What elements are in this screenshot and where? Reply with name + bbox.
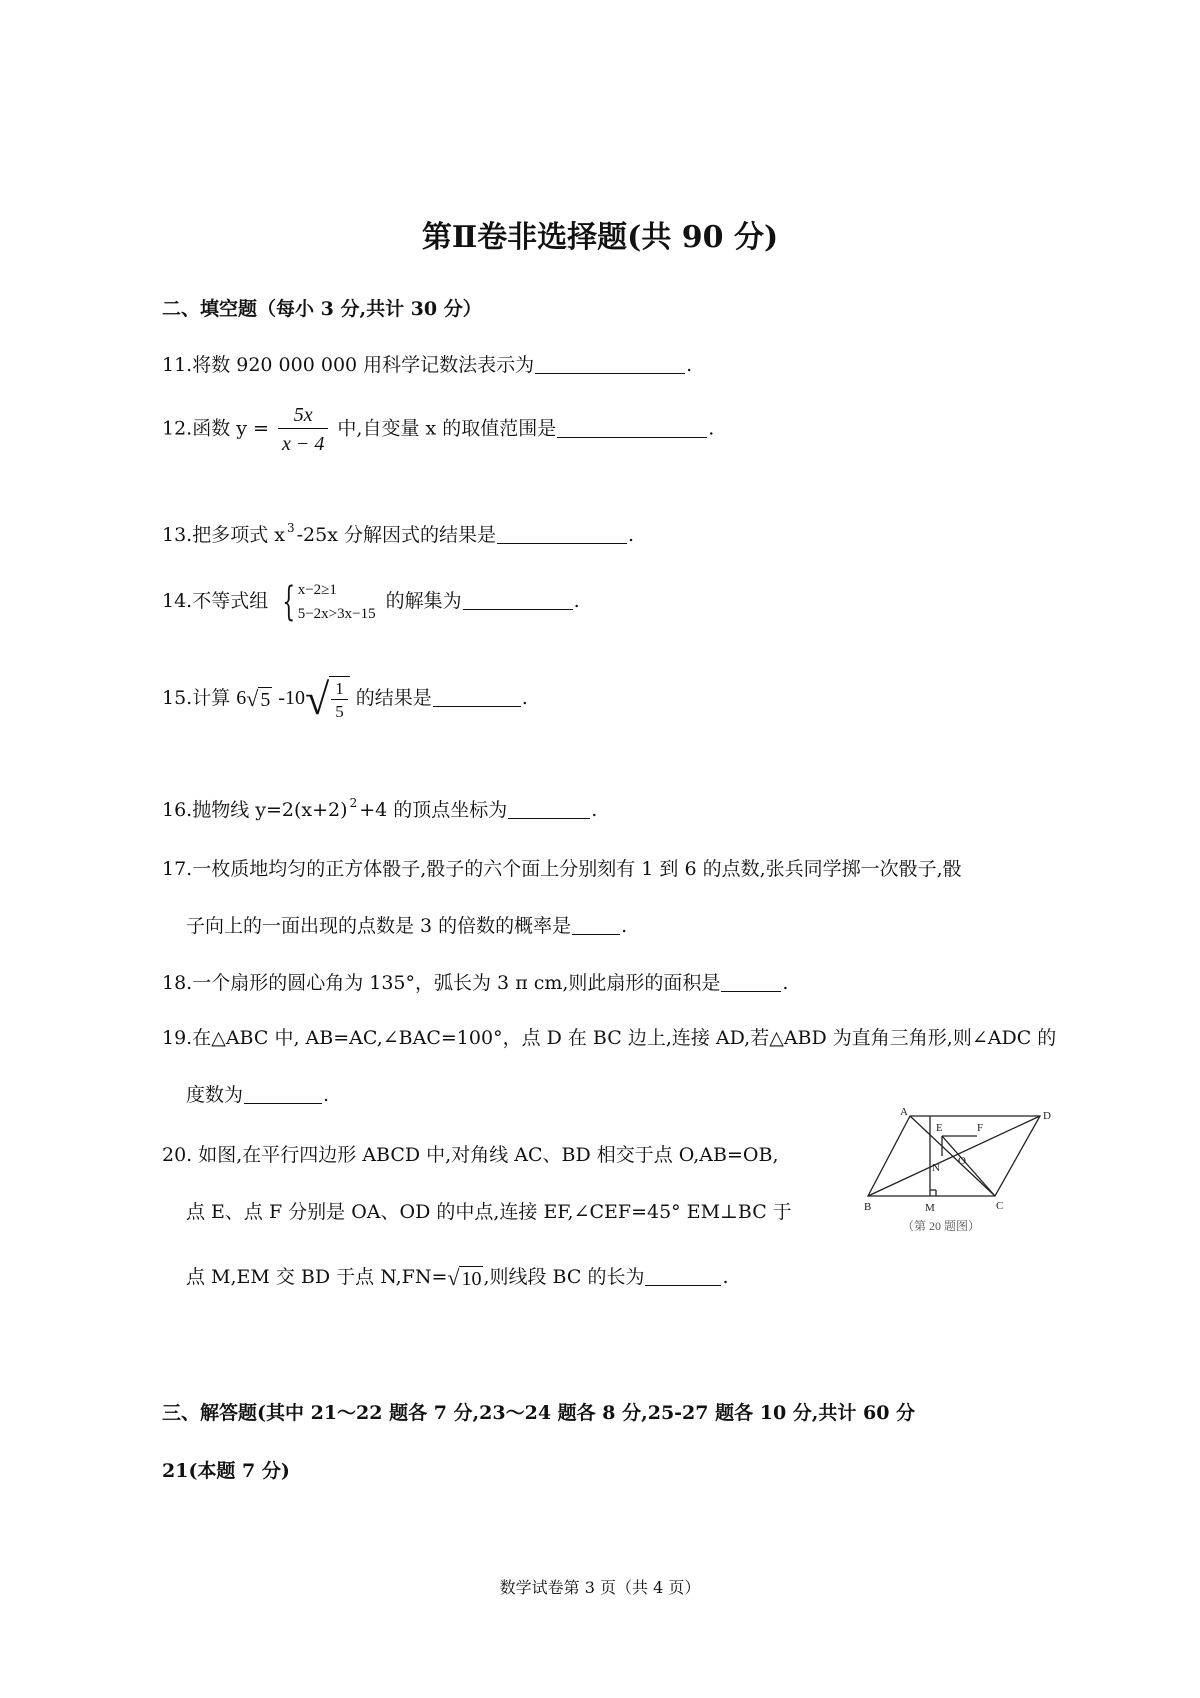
question-18: 18.一个扇形的圆心角为 135°，弧长为 3 π cm,则此扇形的面积是 .	[162, 972, 789, 994]
question-11-text: 11.将数 920 000 000 用科学记数法表示为	[162, 354, 535, 376]
answer-blank-15[interactable]	[433, 686, 521, 707]
figure-caption: （第 20 题图）	[902, 1219, 981, 1233]
question-12: 12.函数 y = $\frac{5x}{x - 4}$ 中,自变量 x 的取值范围是 .	[162, 404, 715, 455]
fraction-5x-over-x-minus-4: $\frac{5x}{x - 4}$	[278, 402, 328, 457]
label-o: O	[958, 1155, 966, 1167]
answer-blank-18[interactable]	[721, 971, 781, 992]
answer-blank-12[interactable]	[557, 417, 707, 438]
question-15: 15.计算 6 √ 5 -10 √ $\frac{1}{5}$ 的结果是 .	[162, 675, 528, 724]
diagonal-bd	[868, 1116, 1040, 1196]
label-m: M	[925, 1202, 935, 1214]
label-b: B	[864, 1201, 872, 1213]
label-n: N	[932, 1162, 940, 1174]
segment-ce	[942, 1136, 995, 1196]
question-20-line-1: 20. 如图,在平行四边形 ABCD 中,对角线 AC、BD 相交于点 O,AB=OB,	[162, 1144, 779, 1166]
page-title: 第Ⅱ卷非选择题(共 90 分)	[421, 220, 779, 255]
section-fill-in-heading: 二、填空题（每小 3 分,共计 30 分）	[162, 298, 482, 320]
answer-blank-20[interactable]	[645, 1265, 721, 1286]
label-f: F	[977, 1122, 984, 1134]
sqrt-10: √ 10	[447, 1265, 482, 1290]
inequality-system: { x−2≥1 5−2x>3x−15	[282, 579, 376, 625]
answer-blank-16[interactable]	[508, 798, 590, 819]
question-19-line-1: 19.在△ABC 中, AB=AC,∠BAC=100°，点 D 在 BC 边上,连接 AD,若△ABD 为直角三角形,则∠ADC 的	[162, 1027, 1057, 1049]
question-16: 16.抛物线 y=2(x+2) $^2$ +4 的顶点坐标为 .	[162, 796, 598, 821]
question-13: 13.把多项式 x $^3$ -25x 分解因式的结果是 .	[162, 521, 635, 546]
left-brace: {	[282, 579, 296, 625]
question-17-line-2: 子向上的一面出现的点数是 3 的倍数的概率是 .	[186, 915, 628, 937]
answer-blank-19[interactable]	[244, 1083, 322, 1104]
question-14: 14.不等式组 { x−2≥1 5−2x>3x−15 的解集为 .	[162, 579, 580, 625]
question-19-line-2: 度数为 .	[186, 1084, 330, 1106]
section-solve-heading: 三、解答题(其中 21～22 题各 7 分,23～24 题各 8 分,25-27 题各 10 分,共计 60 分	[162, 1402, 916, 1424]
parallelogram-figure	[860, 1108, 1075, 1243]
answer-blank-13[interactable]	[497, 523, 627, 544]
question-20-line-2: 点 E、点 F 分别是 OA、OD 的中点,连接 EF,∠CEF=45° EM⊥BC 于	[186, 1201, 792, 1223]
answer-blank-11[interactable]	[535, 353, 685, 374]
label-e: E	[936, 1122, 943, 1134]
page-footer: 数学试卷第 3 页（共 4 页）	[499, 1578, 701, 1597]
sqrt-one-fifth: √ $\frac{1}{5}$	[305, 676, 350, 722]
sqrt-5: √ 5	[246, 686, 271, 711]
question-21-heading: 21(本题 7 分)	[162, 1460, 290, 1482]
parallelogram-diagram	[860, 1108, 1075, 1243]
label-c: C	[996, 1200, 1004, 1212]
question-17-line-1: 17.一枚质地均匀的正方体骰子,骰子的六个面上分别刻有 1 到 6 的点数,张兵同学掷一次骰子,骰	[162, 858, 962, 880]
question-11: 11.将数 920 000 000 用科学记数法表示为 .	[162, 354, 693, 376]
answer-blank-14[interactable]	[463, 589, 573, 610]
label-d: D	[1043, 1110, 1051, 1122]
label-a: A	[900, 1108, 908, 1118]
answer-blank-17[interactable]	[572, 914, 620, 935]
question-20-line-3: 点 M,EM 交 BD 于点 N,FN= √ 10 ,则线段 BC 的长为 .	[186, 1265, 729, 1290]
